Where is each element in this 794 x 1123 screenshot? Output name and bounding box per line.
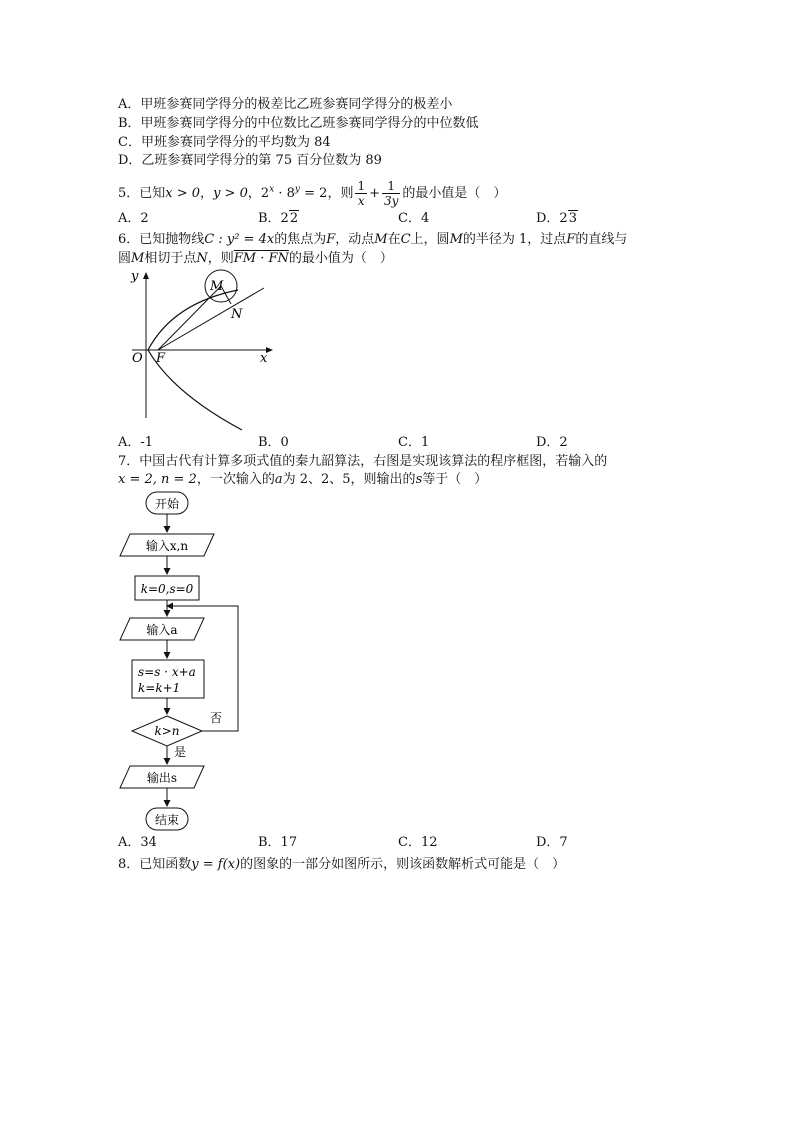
q4-option-b: B．甲班参赛同学得分的中位数比乙班参赛同学得分的中位数低	[118, 116, 479, 131]
label-n: N	[231, 307, 243, 322]
label-m: M	[210, 279, 224, 294]
flow-init-label: k=0,s=0	[140, 582, 194, 596]
flow-input-xn-label: 输入x,n	[145, 539, 189, 553]
q7-option-c: C．12	[398, 835, 438, 850]
q5-option-b: B．22	[258, 211, 299, 226]
q6-stem-line1: 6．已知抛物线C : y² = 4x的焦点为F，动点M在C上，圆M的半径为 1，过点F的直线与	[118, 232, 628, 247]
q5-fraction-1: $\frac{1}{x}$	[357, 179, 366, 208]
line-fm	[158, 286, 221, 350]
q7-flowchart	[118, 488, 248, 834]
flow-end-label: 结束	[154, 813, 180, 827]
flow-calc-label-1: s=s · x+a	[138, 665, 196, 679]
flow-output-label: 输出s	[146, 771, 178, 785]
q6-option-a: A．-1	[118, 435, 154, 450]
q7-option-d: D．7	[536, 835, 568, 850]
label-y: y	[131, 269, 139, 284]
q5-option-a: A．2	[118, 211, 149, 226]
q7-option-a: A．34	[118, 835, 157, 850]
q6-parabola-figure	[118, 268, 288, 436]
q8-stem: 8．已知函数y = f(x)的图象的一部分如图所示，则该函数解析式可能是（ ）	[118, 857, 566, 872]
flow-input-a-label: 输入a	[146, 623, 178, 637]
q4-option-a: A．甲班参赛同学得分的极差比乙班参赛同学得分的极差小	[118, 97, 453, 112]
q4-option-c: C．甲班参赛同学得分的平均数为 84	[118, 135, 331, 150]
q5-option-c: C．4	[398, 211, 430, 226]
q7-option-b: B．17	[258, 835, 298, 850]
flow-calc-label-2: k=k+1	[138, 681, 181, 695]
q5-fraction-2: $\frac{1}{3y}$	[384, 179, 399, 208]
q5-stem: 5．已知x > 0，y > 0，$2^x \cdot 8^y = 2$，则 $\frac{1}{x}$ + $\frac{1}{3y}$ 的最小值是（ ）	[118, 179, 507, 208]
q7-stem-line1: 7．中国古代有计算多项式值的秦九韶算法，右图是实现该算法的程序框图，若输入的	[118, 454, 608, 469]
flow-start-label: 开始	[154, 497, 180, 511]
label-x: x	[260, 351, 268, 366]
q6-option-b: B．0	[258, 435, 289, 450]
flow-decision-label: k>n	[154, 724, 180, 738]
flow-yes-label: 是	[174, 745, 187, 759]
label-f: F	[156, 351, 166, 366]
q7-stem-line2: x = 2, n = 2，一次输入的a为 2、2、5，则输出的s等于（ ）	[118, 472, 488, 487]
q4-option-d: D．乙班参赛同学得分的第 75 百分位数为 89	[118, 153, 382, 168]
q6-option-c: C．1	[398, 435, 430, 450]
label-o: O	[132, 351, 143, 366]
q5-option-d: D．23	[536, 211, 577, 226]
y-axis-arrow-icon	[143, 272, 149, 279]
flow-no-label: 否	[210, 711, 223, 725]
q6-stem-line2: 圆M相切于点N，则FM · FN的最小值为（ ）	[118, 251, 393, 266]
q6-option-d: D．2	[536, 435, 568, 450]
